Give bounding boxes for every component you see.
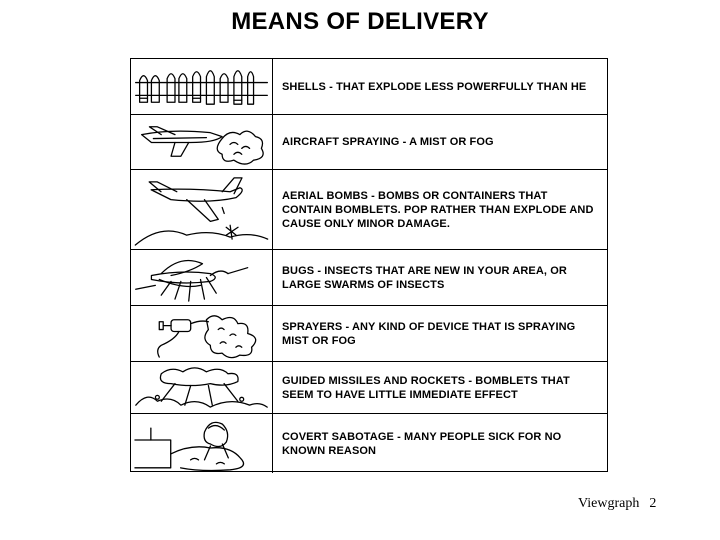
row-text-aerial-bombs: AERIAL BOMBS - BOMBS OR CONTAINERS THAT CONTAIN BOMBLETS. POP RATHER THAN EXPLODE AND CAUSE ONLY MINOR DAMAGE. — [273, 170, 607, 250]
aerial-bombs-icon — [131, 170, 273, 250]
shells-icon — [131, 59, 273, 115]
row-text-shells: SHELLS - THAT EXPLODE LESS POWERFULLY THAN HE — [273, 59, 607, 115]
viewgraph-number: 2 — [649, 496, 657, 511]
row-text-sprayers: SPRAYERS - ANY KIND OF DEVICE THAT IS SPRAYING MIST OR FOG — [273, 306, 607, 362]
aircraft-spraying-icon — [131, 115, 273, 170]
page-title: MEANS OF DELIVERY — [231, 8, 489, 35]
row-text-guided-missiles: GUIDED MISSILES AND ROCKETS - BOMBLETS THAT SEEM TO HAVE LITTLE IMMEDIATE EFFECT — [273, 362, 607, 414]
viewgraph-text: Viewgraph — [578, 496, 640, 511]
guided-missile-icon — [131, 362, 273, 414]
delivery-table — [130, 58, 608, 472]
bugs-icon — [131, 250, 273, 306]
viewgraph-label — [578, 496, 656, 512]
row-text-bugs: BUGS - INSECTS THAT ARE NEW IN YOUR AREA, OR LARGE SWARMS OF INSECTS — [273, 250, 607, 306]
row-text-covert-sabotage: COVERT SABOTAGE - MANY PEOPLE SICK FOR NO KNOWN REASON — [282, 430, 562, 457]
sprayer-icon — [131, 306, 273, 362]
row-text-aircraft-spraying: AIRCRAFT SPRAYING - A MIST OR FOG — [273, 115, 607, 170]
covert-sabotage-icon — [131, 414, 273, 473]
